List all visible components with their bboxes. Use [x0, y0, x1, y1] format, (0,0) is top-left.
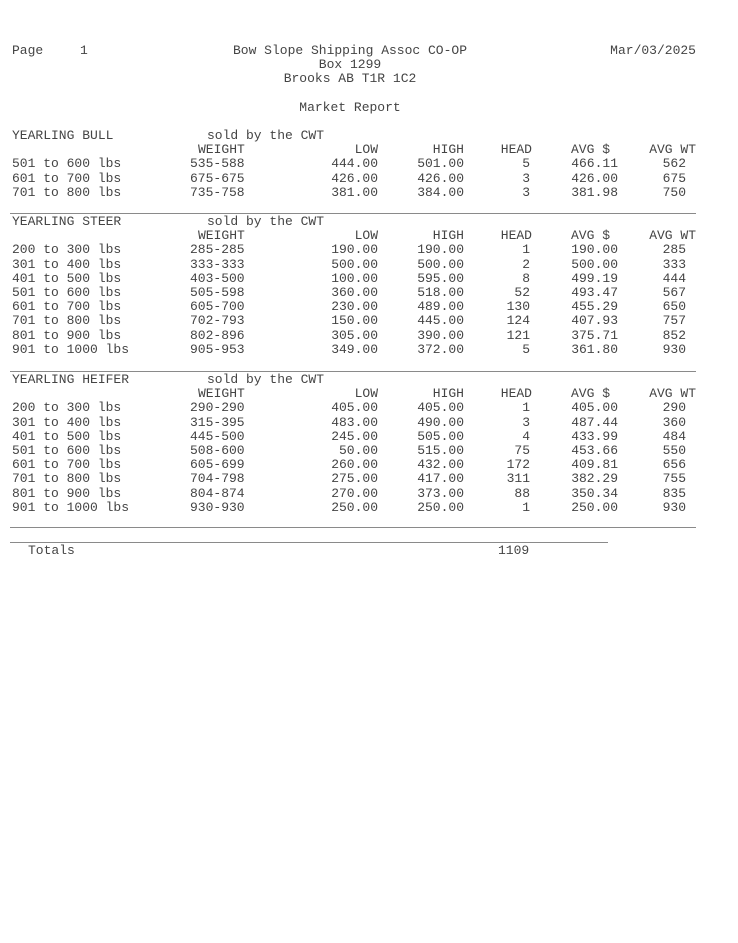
row-avg-price: 493.47 [571, 284, 618, 300]
row-high: 500.00 [417, 256, 464, 272]
row-avg-price: 453.66 [571, 442, 618, 458]
column-header-avg-wt: AVG WT [649, 142, 696, 157]
report-date: Mar/03/2025 [610, 43, 696, 58]
row-low: 270.00 [331, 485, 378, 501]
row-head: 4 [522, 428, 530, 444]
row-avg-wt: 656 [662, 457, 686, 473]
row-range: 901 to 1000 lbs [12, 341, 130, 357]
row-low: 483.00 [331, 414, 378, 430]
row-high: 426.00 [417, 170, 464, 186]
row-head: 52 [514, 284, 530, 300]
row-avg-wt: 675 [662, 170, 686, 186]
row-low: 230.00 [331, 299, 378, 315]
row-range: 901 to 1000 lbs [12, 499, 130, 515]
row-weight: 535-588 [190, 156, 245, 172]
row-weight: 445-500 [190, 428, 245, 444]
row-avg-price: 499.19 [571, 270, 618, 286]
row-avg-price: 361.80 [571, 341, 618, 357]
row-low: 50.00 [338, 442, 378, 458]
row-high: 250.00 [417, 499, 464, 515]
row-range: 701 to 800 lbs [12, 471, 122, 487]
row-avg-wt: 567 [662, 284, 686, 300]
column-header-weight: WEIGHT [198, 228, 245, 243]
row-low: 444.00 [331, 156, 378, 172]
row-range: 801 to 900 lbs [12, 485, 122, 501]
row-avg-price: 382.29 [571, 471, 618, 487]
row-head: 2 [522, 256, 530, 272]
row-avg-price: 405.00 [571, 400, 618, 416]
row-range: 501 to 600 lbs [12, 156, 122, 172]
column-header-low: LOW [354, 228, 378, 243]
row-head: 1 [522, 499, 530, 515]
row-high: 372.00 [417, 341, 464, 357]
row-low: 349.00 [331, 341, 378, 357]
row-low: 275.00 [331, 471, 378, 487]
column-header-weight: WEIGHT [198, 386, 245, 401]
row-low: 190.00 [331, 242, 378, 258]
row-high: 489.00 [417, 299, 464, 315]
row-avg-wt: 650 [662, 299, 686, 315]
row-avg-wt: 562 [662, 156, 686, 172]
sold-by-label: sold by the CWT [207, 372, 325, 387]
row-weight: 675-675 [190, 170, 245, 186]
row-avg-wt: 757 [662, 313, 686, 329]
row-low: 360.00 [331, 284, 378, 300]
row-avg-price: 426.00 [571, 170, 618, 186]
row-avg-price: 455.29 [571, 299, 618, 315]
row-avg-price: 407.93 [571, 313, 618, 329]
row-high: 190.00 [417, 242, 464, 258]
org-name: Bow Slope Shipping Assoc CO-OP [232, 43, 468, 58]
row-range: 301 to 400 lbs [12, 256, 122, 272]
row-avg-wt: 852 [662, 327, 686, 343]
column-header-avg-price: AVG $ [570, 386, 610, 401]
row-head: 3 [522, 184, 530, 200]
row-weight: 508-600 [190, 442, 245, 458]
row-range: 401 to 500 lbs [12, 270, 122, 286]
column-header-avg-price: AVG $ [570, 228, 610, 243]
row-weight: 290-290 [190, 400, 245, 416]
report-title: Market Report [299, 100, 401, 115]
row-head: 130 [506, 299, 530, 315]
row-high: 505.00 [417, 428, 464, 444]
column-header-avg-wt: AVG WT [649, 386, 696, 401]
column-header-head: HEAD [500, 142, 532, 157]
row-head: 172 [506, 457, 530, 473]
row-range: 801 to 900 lbs [12, 327, 122, 343]
row-weight: 505-598 [190, 284, 245, 300]
row-high: 595.00 [417, 270, 464, 286]
row-avg-wt: 290 [662, 400, 686, 416]
row-head: 3 [522, 414, 530, 430]
column-header-head: HEAD [500, 386, 532, 401]
row-range: 601 to 700 lbs [12, 170, 122, 186]
row-high: 384.00 [417, 184, 464, 200]
row-range: 701 to 800 lbs [12, 313, 122, 329]
row-head: 124 [506, 313, 530, 329]
page-number: 1 [80, 43, 88, 58]
row-head: 3 [522, 170, 530, 186]
column-header-head: HEAD [500, 228, 532, 243]
row-avg-wt: 360 [662, 414, 686, 430]
row-avg-price: 350.34 [571, 485, 618, 501]
row-head: 1 [522, 242, 530, 258]
row-head: 311 [506, 471, 530, 487]
row-low: 245.00 [331, 428, 378, 444]
row-range: 601 to 700 lbs [12, 299, 122, 315]
row-range: 401 to 500 lbs [12, 428, 122, 444]
row-weight: 804-874 [190, 485, 245, 501]
row-avg-price: 466.11 [571, 156, 618, 172]
row-avg-wt: 835 [662, 485, 686, 501]
row-weight: 315-395 [190, 414, 245, 430]
row-avg-wt: 444 [662, 270, 686, 286]
row-high: 501.00 [417, 156, 464, 172]
row-avg-wt: 930 [662, 341, 686, 357]
row-low: 381.00 [331, 184, 378, 200]
row-range: 701 to 800 lbs [12, 184, 122, 200]
column-header-avg-price: AVG $ [570, 142, 610, 157]
row-head: 1 [522, 400, 530, 416]
section-title: YEARLING HEIFER [12, 372, 130, 387]
column-header-high: HIGH [432, 386, 464, 401]
row-head: 5 [522, 156, 530, 172]
column-header-high: HIGH [432, 228, 464, 243]
row-weight: 735-758 [190, 184, 245, 200]
sold-by-label: sold by the CWT [207, 128, 325, 143]
row-head: 121 [506, 327, 530, 343]
row-avg-price: 433.99 [571, 428, 618, 444]
row-avg-wt: 930 [662, 499, 686, 515]
row-avg-price: 500.00 [571, 256, 618, 272]
section-title: YEARLING STEER [12, 214, 122, 229]
row-weight: 333-333 [190, 256, 245, 272]
row-range: 501 to 600 lbs [12, 284, 122, 300]
column-header-low: LOW [354, 142, 378, 157]
row-avg-wt: 333 [662, 256, 686, 272]
row-head: 75 [514, 442, 530, 458]
sold-by-label: sold by the CWT [207, 214, 325, 229]
row-avg-wt: 755 [662, 471, 686, 487]
row-low: 305.00 [331, 327, 378, 343]
row-avg-price: 250.00 [571, 499, 618, 515]
row-head: 5 [522, 341, 530, 357]
row-high: 405.00 [417, 400, 464, 416]
section-title: YEARLING BULL [12, 128, 114, 143]
row-low: 100.00 [331, 270, 378, 286]
row-high: 515.00 [417, 442, 464, 458]
row-low: 250.00 [331, 499, 378, 515]
row-range: 301 to 400 lbs [12, 414, 122, 430]
column-header-low: LOW [354, 386, 378, 401]
row-high: 390.00 [417, 327, 464, 343]
column-header-high: HIGH [432, 142, 464, 157]
row-weight: 605-699 [190, 457, 245, 473]
column-header-avg-wt: AVG WT [649, 228, 696, 243]
row-range: 200 to 300 lbs [12, 242, 122, 258]
row-low: 405.00 [331, 400, 378, 416]
row-avg-wt: 285 [662, 242, 686, 258]
row-high: 373.00 [417, 485, 464, 501]
row-weight: 403-500 [190, 270, 245, 286]
row-high: 417.00 [417, 471, 464, 487]
row-range: 200 to 300 lbs [12, 400, 122, 416]
row-low: 426.00 [331, 170, 378, 186]
row-weight: 802-896 [190, 327, 245, 343]
row-low: 260.00 [331, 457, 378, 473]
row-high: 445.00 [417, 313, 464, 329]
row-low: 500.00 [331, 256, 378, 272]
row-weight: 905-953 [190, 341, 245, 357]
row-weight: 704-798 [190, 471, 245, 487]
row-avg-price: 487.44 [571, 414, 618, 430]
address-line-2: Brooks AB T1R 1C2 [283, 71, 417, 86]
row-range: 501 to 600 lbs [12, 442, 122, 458]
row-avg-price: 190.00 [571, 242, 618, 258]
row-weight: 605-700 [190, 299, 245, 315]
row-weight: 285-285 [190, 242, 245, 258]
row-avg-wt: 750 [662, 184, 686, 200]
row-weight: 930-930 [190, 499, 245, 515]
row-weight: 702-793 [190, 313, 245, 329]
totals-label: Totals [28, 543, 75, 558]
row-high: 432.00 [417, 457, 464, 473]
row-avg-price: 375.71 [571, 327, 618, 343]
section-divider [10, 527, 696, 528]
row-avg-price: 381.98 [571, 184, 618, 200]
row-head: 8 [522, 270, 530, 286]
row-avg-wt: 550 [662, 442, 686, 458]
row-head: 88 [514, 485, 530, 501]
column-header-weight: WEIGHT [198, 142, 245, 157]
address-line-1: Box 1299 [318, 57, 382, 72]
totals-head: 1109 [498, 543, 530, 558]
row-high: 518.00 [417, 284, 464, 300]
row-avg-wt: 484 [662, 428, 686, 444]
row-avg-price: 409.81 [571, 457, 618, 473]
row-range: 601 to 700 lbs [12, 457, 122, 473]
page-label: Page [12, 43, 44, 58]
row-low: 150.00 [331, 313, 378, 329]
row-high: 490.00 [417, 414, 464, 430]
